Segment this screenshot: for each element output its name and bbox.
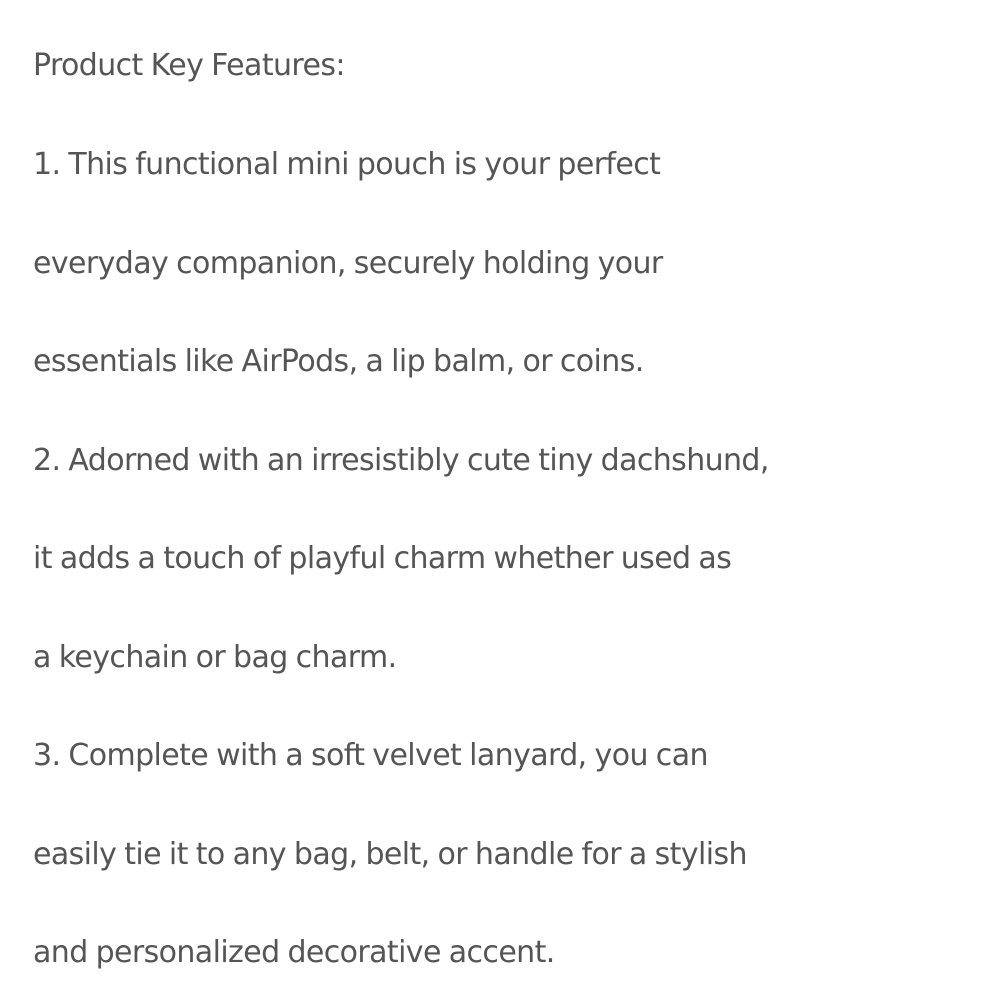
feature-1-line-3: essentials like AirPods, a lip balm, or coins.	[33, 344, 644, 379]
feature-3-line-1: 3. Complete with a soft velvet lanyard, you can	[33, 738, 708, 773]
feature-2-line-1: 2. Adorned with an irresistibly cute tiny dachshund,	[33, 443, 769, 478]
feature-2-line-3: a keychain or bag charm.	[33, 640, 397, 675]
feature-1-line-1: 1. This functional mini pouch is your perfect	[33, 147, 661, 182]
feature-1-line-2: everyday companion, securely holding your	[33, 246, 663, 281]
feature-2-line-2: it adds a touch of playful charm whether used as	[33, 541, 732, 576]
feature-3-line-2: easily tie it to any bag, belt, or handle for a stylish	[33, 837, 747, 872]
feature-3-line-3: and personalized decorative accent.	[33, 935, 555, 970]
features-heading: Product Key Features:	[33, 48, 345, 83]
